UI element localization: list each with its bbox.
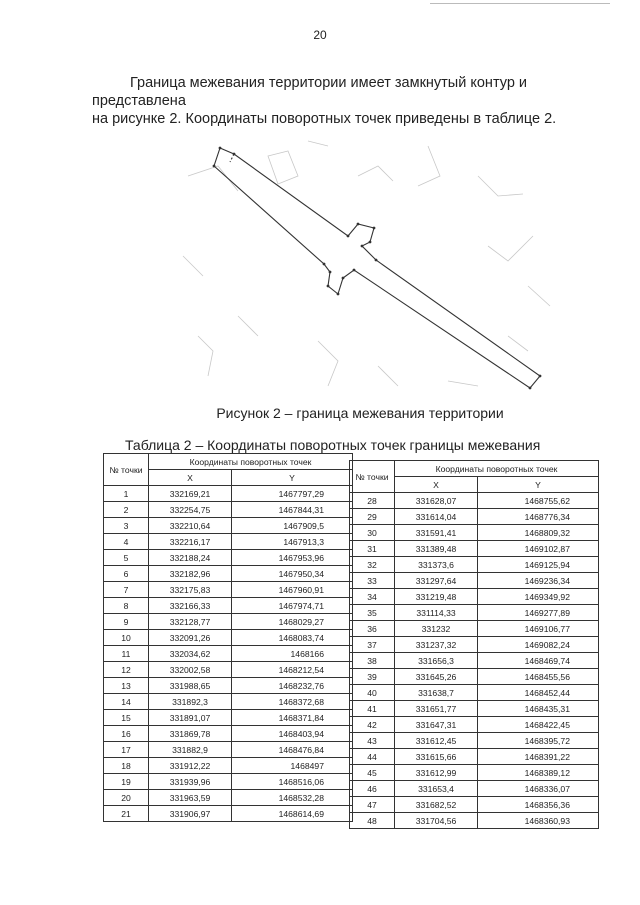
figure-caption: Рисунок 2 – граница межевания территории <box>216 405 504 421</box>
point-number-cell: 14 <box>104 694 149 710</box>
x-cell: 331615,66 <box>395 749 478 765</box>
table-row <box>104 518 353 534</box>
y-cell: 1468029,27 <box>232 614 353 630</box>
table-row <box>104 774 353 790</box>
x-cell: 331882,9 <box>149 742 232 758</box>
y-cell: 1467797,29 <box>232 486 353 502</box>
table-row <box>350 781 599 797</box>
table-row <box>104 726 353 742</box>
table-row <box>350 509 599 525</box>
table-row <box>350 493 599 509</box>
x-cell: 331988,65 <box>149 678 232 694</box>
y-cell: 1467909,5 <box>232 518 353 534</box>
point-number-cell: 1 <box>104 486 149 502</box>
point-number-cell: 47 <box>350 797 395 813</box>
point-number-cell: 9 <box>104 614 149 630</box>
table-row <box>350 749 599 765</box>
table-row <box>104 710 353 726</box>
table-row <box>350 637 599 653</box>
point-number-cell: 20 <box>104 790 149 806</box>
y-cell: 1467974,71 <box>232 598 353 614</box>
y-cell: 1468455,56 <box>478 669 599 685</box>
table-row <box>104 582 353 598</box>
x-cell: 331869,78 <box>149 726 232 742</box>
point-number-cell: 11 <box>104 646 149 662</box>
y-cell: 1469106,77 <box>478 621 599 637</box>
y-cell: 1468809,32 <box>478 525 599 541</box>
y-cell: 1469236,34 <box>478 573 599 589</box>
table-row <box>350 765 599 781</box>
x-cell: 332034,62 <box>149 646 232 662</box>
table-row <box>350 797 599 813</box>
table-row <box>350 733 599 749</box>
table-row <box>104 630 353 646</box>
point-number-cell: 34 <box>350 589 395 605</box>
x-cell: 332182,96 <box>149 566 232 582</box>
x-cell: 331591,41 <box>395 525 478 541</box>
point-number-cell: 5 <box>104 550 149 566</box>
x-cell: 331114,33 <box>395 605 478 621</box>
y-cell: 1467960,91 <box>232 582 353 598</box>
y-cell: 1469277,89 <box>478 605 599 621</box>
header-coordinates: Координаты поворотных точек <box>149 454 353 470</box>
point-number-cell: 19 <box>104 774 149 790</box>
intro-paragraph <box>92 74 612 128</box>
table-row <box>104 550 353 566</box>
table-row <box>350 701 599 717</box>
table-row <box>350 717 599 733</box>
x-cell: 332002,58 <box>149 662 232 678</box>
table-row <box>104 678 353 694</box>
intro-line-2: на рисунке 2. Координаты поворотных точек приведены в таблице 2. <box>92 111 557 127</box>
page-number: 20 <box>313 28 327 42</box>
table-row <box>104 614 353 630</box>
point-number-cell: 45 <box>350 765 395 781</box>
header-y: Y <box>232 470 353 486</box>
y-cell: 1468516,06 <box>232 774 353 790</box>
coordinates-table-right <box>349 460 599 829</box>
point-number-cell: 17 <box>104 742 149 758</box>
point-number-cell: 28 <box>350 493 395 509</box>
table-row <box>350 605 599 621</box>
table-row <box>104 806 353 822</box>
y-cell: 1468422,45 <box>478 717 599 733</box>
x-cell: 331612,45 <box>395 733 478 749</box>
point-number-cell: 8 <box>104 598 149 614</box>
intro-line-1: Граница межевания территории имеет замкнутый контур и представлена <box>92 75 528 109</box>
header-point-number: № точки <box>104 454 149 486</box>
x-cell: 331219,48 <box>395 589 478 605</box>
x-cell: 331891,07 <box>149 710 232 726</box>
turning-points <box>213 147 542 390</box>
point-number-cell: 10 <box>104 630 149 646</box>
point-number-cell: 39 <box>350 669 395 685</box>
boundary-drawing <box>178 136 558 398</box>
x-cell: 332166,33 <box>149 598 232 614</box>
y-cell: 1468356,36 <box>478 797 599 813</box>
y-cell: 1468755,62 <box>478 493 599 509</box>
x-cell: 331612,99 <box>395 765 478 781</box>
point-number-cell: 43 <box>350 733 395 749</box>
point-number-cell: 3 <box>104 518 149 534</box>
y-cell: 1468232,76 <box>232 678 353 694</box>
point-number-cell: 21 <box>104 806 149 822</box>
y-cell: 1468395,72 <box>478 733 599 749</box>
table-row <box>104 758 353 774</box>
y-cell: 1468372,68 <box>232 694 353 710</box>
y-cell: 1468497 <box>232 758 353 774</box>
table-row <box>350 573 599 589</box>
x-cell: 332091,26 <box>149 630 232 646</box>
table-row <box>350 541 599 557</box>
table-row <box>104 646 353 662</box>
x-cell: 331704,56 <box>395 813 478 829</box>
point-number-cell: 33 <box>350 573 395 589</box>
point-number-cell: 41 <box>350 701 395 717</box>
point-number-cell: 32 <box>350 557 395 573</box>
y-cell: 1468435,31 <box>478 701 599 717</box>
x-cell: 331614,04 <box>395 509 478 525</box>
header-y: Y <box>478 477 599 493</box>
header-x: X <box>149 470 232 486</box>
y-cell: 1467950,34 <box>232 566 353 582</box>
x-cell: 332216,17 <box>149 534 232 550</box>
table-row <box>350 669 599 685</box>
point-number-cell: 37 <box>350 637 395 653</box>
y-cell: 1468360,93 <box>478 813 599 829</box>
point-number-cell: 40 <box>350 685 395 701</box>
y-cell: 1469082,24 <box>478 637 599 653</box>
x-cell: 331656,3 <box>395 653 478 669</box>
x-cell: 331373,6 <box>395 557 478 573</box>
y-cell: 1468389,12 <box>478 765 599 781</box>
table-caption: Таблица 2 – Координаты поворотных точек границы межевания <box>125 437 541 453</box>
table-row <box>104 694 353 710</box>
point-number-cell: 13 <box>104 678 149 694</box>
y-cell: 1468403,94 <box>232 726 353 742</box>
x-cell: 331389,48 <box>395 541 478 557</box>
point-number-cell: 15 <box>104 710 149 726</box>
boundary-contour <box>214 148 540 388</box>
header-rule <box>430 3 610 4</box>
table-row <box>350 813 599 829</box>
x-cell: 331638,7 <box>395 685 478 701</box>
y-cell: 1468532,28 <box>232 790 353 806</box>
table-row <box>104 598 353 614</box>
point-number-cell: 6 <box>104 566 149 582</box>
point-number-cell: 38 <box>350 653 395 669</box>
table-row <box>350 589 599 605</box>
table-row <box>104 502 353 518</box>
y-cell: 1468391,22 <box>478 749 599 765</box>
header-coordinates: Координаты поворотных точек <box>395 461 599 477</box>
table-row <box>350 621 599 637</box>
y-cell: 1468476,84 <box>232 742 353 758</box>
table-row <box>104 662 353 678</box>
y-cell: 1469349,92 <box>478 589 599 605</box>
x-cell: 332128,77 <box>149 614 232 630</box>
x-cell: 332169,21 <box>149 486 232 502</box>
y-cell: 1468212,54 <box>232 662 353 678</box>
y-cell: 1468469,74 <box>478 653 599 669</box>
background-map <box>183 141 550 386</box>
x-cell: 332188,24 <box>149 550 232 566</box>
y-cell: 1468614,69 <box>232 806 353 822</box>
y-cell: 1468336,07 <box>478 781 599 797</box>
y-cell: 1467953,96 <box>232 550 353 566</box>
x-cell: 331297,64 <box>395 573 478 589</box>
header-x: X <box>395 477 478 493</box>
y-cell: 1469125,94 <box>478 557 599 573</box>
point-number-cell: 29 <box>350 509 395 525</box>
table-row <box>104 534 353 550</box>
y-cell: 1468083,74 <box>232 630 353 646</box>
point-number-cell: 31 <box>350 541 395 557</box>
table-row <box>350 653 599 669</box>
y-cell: 1467844,31 <box>232 502 353 518</box>
point-number-cell: 48 <box>350 813 395 829</box>
x-cell: 331682,52 <box>395 797 478 813</box>
x-cell: 331892,3 <box>149 694 232 710</box>
table-row <box>350 557 599 573</box>
y-cell: 1468371,84 <box>232 710 353 726</box>
point-number-cell: 18 <box>104 758 149 774</box>
table-row <box>104 742 353 758</box>
point-number-cell: 36 <box>350 621 395 637</box>
x-cell: 331939,96 <box>149 774 232 790</box>
point-number-cell: 16 <box>104 726 149 742</box>
point-number-cell: 2 <box>104 502 149 518</box>
x-cell: 331645,26 <box>395 669 478 685</box>
point-number-cell: 30 <box>350 525 395 541</box>
x-cell: 331912,22 <box>149 758 232 774</box>
y-cell: 1468166 <box>232 646 353 662</box>
x-cell: 331647,31 <box>395 717 478 733</box>
header-point-number: № точки <box>350 461 395 493</box>
point-number-cell: 7 <box>104 582 149 598</box>
x-cell: 331906,97 <box>149 806 232 822</box>
point-number-cell: 35 <box>350 605 395 621</box>
boundary-figure <box>178 136 558 398</box>
table-row <box>104 566 353 582</box>
x-cell: 331628,07 <box>395 493 478 509</box>
y-cell: 1467913,3 <box>232 534 353 550</box>
point-number-cell: 44 <box>350 749 395 765</box>
x-cell: 332210,64 <box>149 518 232 534</box>
x-cell: 331963,59 <box>149 790 232 806</box>
x-cell: 332254,75 <box>149 502 232 518</box>
point-number-cell: 4 <box>104 534 149 550</box>
x-cell: 331232 <box>395 621 478 637</box>
point-number-cell: 42 <box>350 717 395 733</box>
table-row <box>104 486 353 502</box>
y-cell: 1469102,87 <box>478 541 599 557</box>
table-row <box>350 525 599 541</box>
table-row <box>350 685 599 701</box>
point-number-cell: 46 <box>350 781 395 797</box>
x-cell: 331237,32 <box>395 637 478 653</box>
x-cell: 331651,77 <box>395 701 478 717</box>
x-cell: 332175,83 <box>149 582 232 598</box>
point-number-cell: 12 <box>104 662 149 678</box>
x-cell: 331653,4 <box>395 781 478 797</box>
y-cell: 1468776,34 <box>478 509 599 525</box>
table-row <box>104 790 353 806</box>
y-cell: 1468452,44 <box>478 685 599 701</box>
coordinates-table-left <box>103 453 353 822</box>
